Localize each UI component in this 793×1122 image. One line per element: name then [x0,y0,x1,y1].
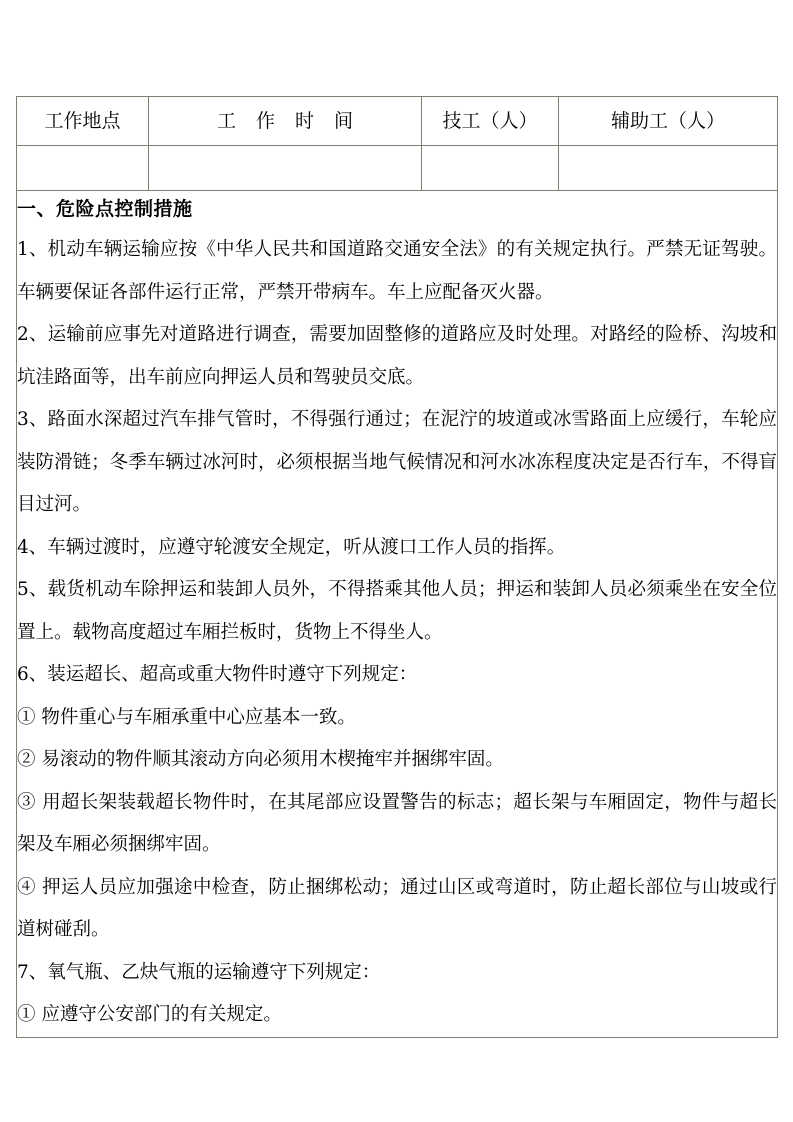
measure-paragraph-1: 1、机动车辆运输应按《中华人民共和国道路交通安全法》的有关规定执行。严禁无证驾驶。车辆要保证各部件运行正常，严禁开带病车。车上应配备灭火器。 [17,239,777,303]
measure-paragraph-6: 6、装运超长、超高或重大物件时遵守下列规定： [17,664,418,685]
work-info-table [16,96,778,1038]
header-cell-work-time: 工 作 时 间 [149,97,422,146]
table-blank-row [17,146,778,191]
header-cell-technician-count: 技工（人） [422,97,559,146]
table-header-row [17,97,778,146]
measure-paragraph-4: 4、车辆过渡时，应遵守轮渡安全规定，听从渡口工作人员的指挥。 [17,536,566,558]
measure-sub-item-4: ④ 押运人员应加强途中检查，防止捆绑松动；通过山区或弯道时，防止超长部位与山坡或行道树碰刮。 [17,876,777,940]
header-cell-work-location: 工作地点 [17,97,149,146]
blank-cell-work-location[interactable] [17,146,149,191]
safety-measures-cell [17,191,778,1038]
blank-cell-work-time[interactable] [149,146,422,191]
measure-paragraph-5: 5、载货机动车除押运和装卸人员外，不得搭乘其他人员；押运和装卸人员必须乘坐在安全位置上。载物高度超过车厢拦板时，货物上不得坐人。 [17,579,777,643]
measure-sub-item-1: ① 物件重心与车厢承重中心应基本一致。 [17,706,356,728]
blank-cell-technician-count[interactable] [422,146,559,191]
measure-paragraph-7: 7、氧气瓶、乙炔气瓶的运输遵守下列规定： [17,961,381,983]
blank-cell-helper-count[interactable] [559,146,778,191]
page-title: 一、危险点控制措施 [17,198,193,220]
measure-sub-item-3: ③ 用超长架装载超长物件时，在其尾部应设置警告的标志；超长架与车厢固定，物件与超长架及车厢必须捆绑牢固。 [17,791,777,855]
measure-sub-item-2: ② 易滚动的物件顺其滚动方向必须用木楔掩牢并捆绑牢固。 [17,749,504,770]
table-content-row [17,191,778,1038]
measure-paragraph-2: 2、运输前应事先对道路进行调查，需要加固整修的道路应及时处理。对路经的险桥、沟坡和坑洼路面等，出车前应向押运人员和驾驶员交底。 [17,324,777,388]
measure-sub-item-5: ① 应遵守公安部门的有关规定。 [17,1004,282,1025]
header-cell-helper-count: 辅助工（人） [559,97,778,146]
measure-paragraph-3: 3、路面水深超过汽车排气管时，不得强行通过；在泥泞的坡道或冰雪路面上应缓行，车轮应装防滑链；冬季车辆过冰河时，必须根据当地气候情况和河水冰冻程度决定是否行车，不得盲目过河。 [17,409,777,515]
